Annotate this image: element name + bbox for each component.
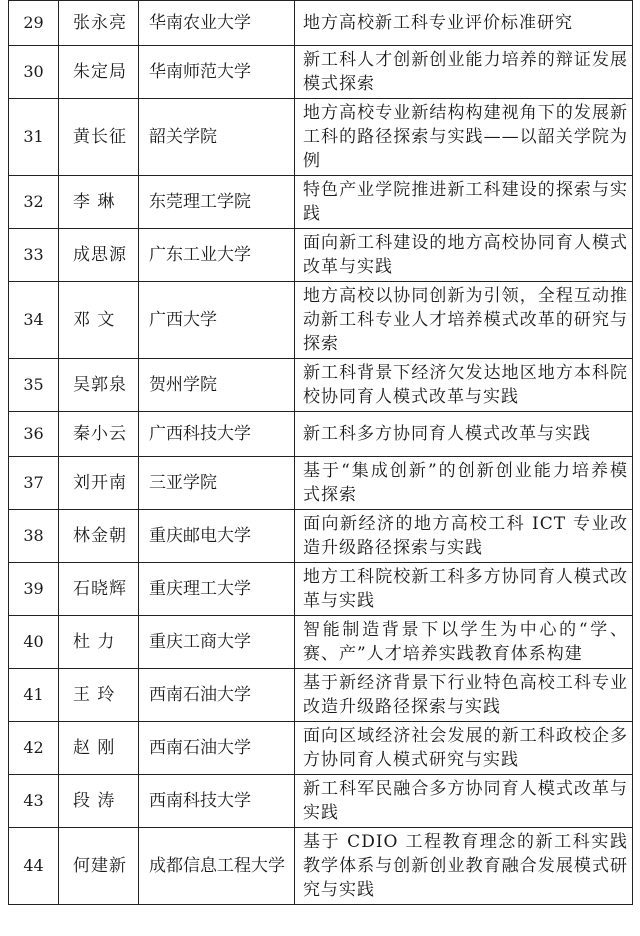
project-title: 新工科人才创新创业能力培养的辩证发展模式探索 bbox=[295, 46, 633, 99]
project-list-page bbox=[8, 0, 632, 905]
institution-name: 广西科技大学 bbox=[139, 412, 295, 457]
person-name: 杜 力 bbox=[59, 616, 139, 669]
project-table bbox=[8, 0, 633, 905]
person-name: 王 玲 bbox=[59, 669, 139, 722]
project-title: 地方高校新工科专业评价标准研究 bbox=[295, 1, 633, 46]
person-name: 林金朝 bbox=[59, 510, 139, 563]
row-number: 33 bbox=[9, 229, 59, 282]
institution-name: 华南师范大学 bbox=[139, 46, 295, 99]
row-number: 36 bbox=[9, 412, 59, 457]
table-row bbox=[9, 282, 633, 359]
project-title: 新工科多方协同育人模式改革与实践 bbox=[295, 412, 633, 457]
row-number: 29 bbox=[9, 1, 59, 46]
table-row bbox=[9, 412, 633, 457]
person-name: 段 涛 bbox=[59, 775, 139, 828]
person-name: 张永亮 bbox=[59, 1, 139, 46]
row-number: 30 bbox=[9, 46, 59, 99]
table-row bbox=[9, 457, 633, 510]
person-name: 石晓辉 bbox=[59, 563, 139, 616]
table-row bbox=[9, 176, 633, 229]
institution-name: 重庆工商大学 bbox=[139, 616, 295, 669]
institution-name: 西南石油大学 bbox=[139, 669, 295, 722]
project-title: 面向新经济的地方高校工科 ICT 专业改造升级路径探索与实践 bbox=[295, 510, 633, 563]
project-title: 新工科军民融合多方协同育人模式改革与实践 bbox=[295, 775, 633, 828]
institution-name: 贺州学院 bbox=[139, 359, 295, 412]
table-row bbox=[9, 828, 633, 905]
project-title: 智能制造背景下以学生为中心的“学、赛、产”人才培养实践教育体系构建 bbox=[295, 616, 633, 669]
table-row bbox=[9, 775, 633, 828]
person-name: 黄长征 bbox=[59, 99, 139, 176]
person-name: 刘开南 bbox=[59, 457, 139, 510]
project-title: 基于 CDIO 工程教育理念的新工科实践教学体系与创新创业教育融合发展模式研究与实践 bbox=[295, 828, 633, 905]
row-number: 31 bbox=[9, 99, 59, 176]
person-name: 成思源 bbox=[59, 229, 139, 282]
row-number: 41 bbox=[9, 669, 59, 722]
institution-name: 韶关学院 bbox=[139, 99, 295, 176]
row-number: 32 bbox=[9, 176, 59, 229]
person-name: 李 琳 bbox=[59, 176, 139, 229]
table-row bbox=[9, 510, 633, 563]
row-number: 44 bbox=[9, 828, 59, 905]
row-number: 38 bbox=[9, 510, 59, 563]
project-title: 面向区域经济社会发展的新工科政校企多方协同育人模式研究与实践 bbox=[295, 722, 633, 775]
person-name: 吴郭泉 bbox=[59, 359, 139, 412]
row-number: 37 bbox=[9, 457, 59, 510]
project-title: 特色产业学院推进新工科建设的探索与实践 bbox=[295, 176, 633, 229]
table-row bbox=[9, 669, 633, 722]
institution-name: 广西大学 bbox=[139, 282, 295, 359]
institution-name: 东莞理工学院 bbox=[139, 176, 295, 229]
row-number: 40 bbox=[9, 616, 59, 669]
institution-name: 重庆邮电大学 bbox=[139, 510, 295, 563]
row-number: 39 bbox=[9, 563, 59, 616]
person-name: 邓 文 bbox=[59, 282, 139, 359]
institution-name: 西南石油大学 bbox=[139, 722, 295, 775]
table-row bbox=[9, 359, 633, 412]
table-row bbox=[9, 229, 633, 282]
person-name: 秦小云 bbox=[59, 412, 139, 457]
table-row bbox=[9, 563, 633, 616]
row-number: 34 bbox=[9, 282, 59, 359]
project-title: 新工科背景下经济欠发达地区地方本科院校协同育人模式改革与实践 bbox=[295, 359, 633, 412]
project-table-body bbox=[9, 1, 633, 905]
table-row bbox=[9, 46, 633, 99]
row-number: 42 bbox=[9, 722, 59, 775]
table-row bbox=[9, 99, 633, 176]
institution-name: 华南农业大学 bbox=[139, 1, 295, 46]
project-title: 地方工科院校新工科多方协同育人模式改革与实践 bbox=[295, 563, 633, 616]
institution-name: 成都信息工程大学 bbox=[139, 828, 295, 905]
row-number: 35 bbox=[9, 359, 59, 412]
table-row bbox=[9, 722, 633, 775]
institution-name: 三亚学院 bbox=[139, 457, 295, 510]
institution-name: 西南科技大学 bbox=[139, 775, 295, 828]
project-title: 基于“集成创新”的创新创业能力培养模式探索 bbox=[295, 457, 633, 510]
row-number: 43 bbox=[9, 775, 59, 828]
project-title: 地方高校专业新结构构建视角下的发展新工科的路径探索与实践——以韶关学院为例 bbox=[295, 99, 633, 176]
institution-name: 重庆理工大学 bbox=[139, 563, 295, 616]
person-name: 朱定局 bbox=[59, 46, 139, 99]
table-row bbox=[9, 1, 633, 46]
person-name: 赵 刚 bbox=[59, 722, 139, 775]
person-name: 何建新 bbox=[59, 828, 139, 905]
project-title: 面向新工科建设的地方高校协同育人模式改革与实践 bbox=[295, 229, 633, 282]
institution-name: 广东工业大学 bbox=[139, 229, 295, 282]
project-title: 基于新经济背景下行业特色高校工科专业改造升级路径探索与实践 bbox=[295, 669, 633, 722]
table-row bbox=[9, 616, 633, 669]
project-title: 地方高校以协同创新为引领，全程互动推动新工科专业人才培养模式改革的研究与探索 bbox=[295, 282, 633, 359]
